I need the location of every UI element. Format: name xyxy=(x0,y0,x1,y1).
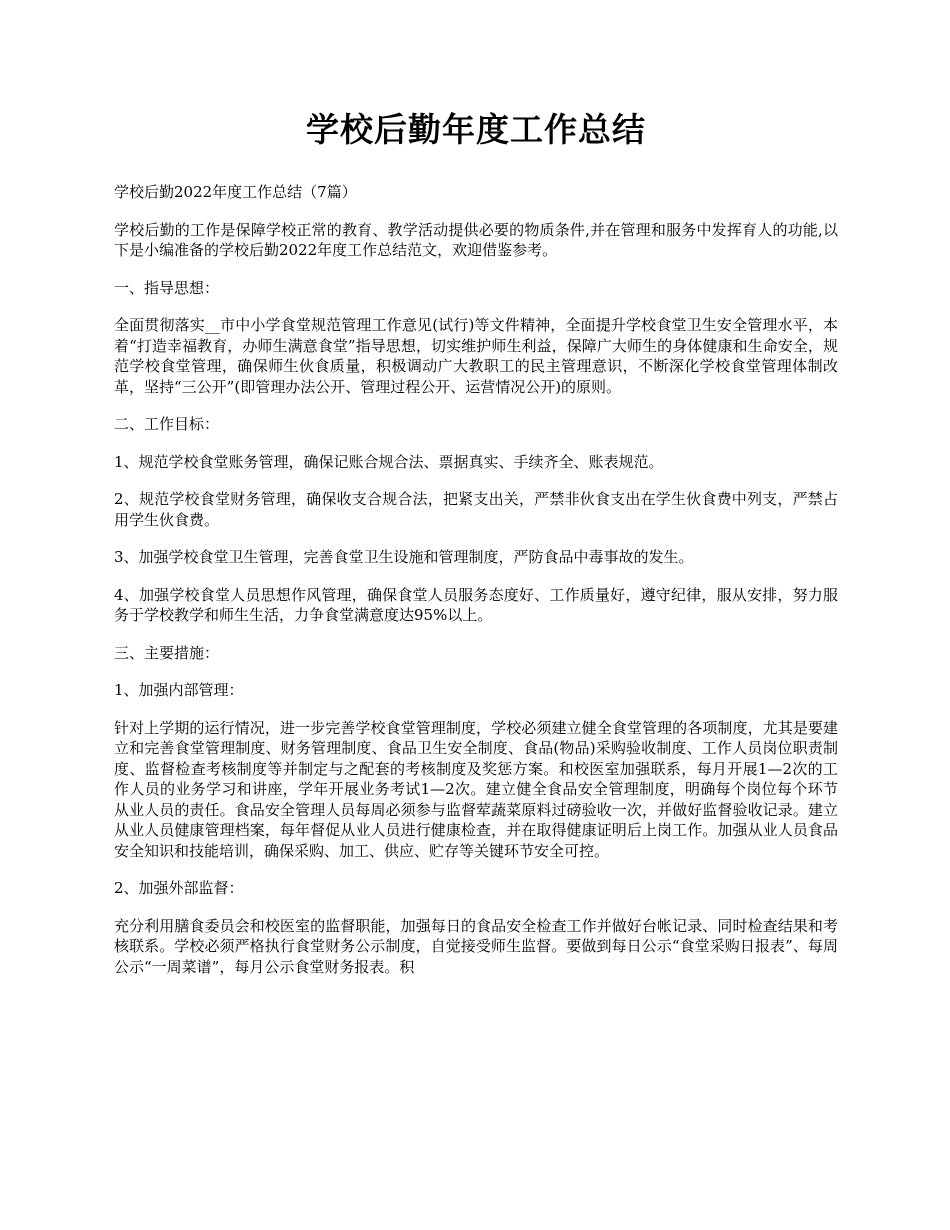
document-title: 学校后勤年度工作总结 xyxy=(306,110,646,149)
goal-item-1: 1、规范学校食堂账务管理，确保记账合规合法、票据真实、手续齐全、账表规范。 xyxy=(114,452,664,471)
goal-item-3: 3、加强学校食堂卫生管理，完善食堂卫生设施和管理制度，严防食品中毒事故的发生。 xyxy=(114,548,694,566)
section-heading-main-measures: 三、主要措施： xyxy=(114,643,220,662)
goal-item-4: 4、加强学校食堂人员思想作风管理，确保食堂人员服务态度好、工作质量好，遵守纪律，服从安排，努力服务于学校教学和师生生活，力争食堂满意度达95%以上。 xyxy=(114,585,838,624)
document-subtitle: 学校后勤2022年度工作总结（7篇） xyxy=(114,183,357,201)
intro-paragraph: 学校后勤的工作是保障学校正常的教育、教学活动提供必要的物质条件,并在管理和服务中发挥育人的功能,以下是小编准备的学校后勤2022年度工作总结范文，欢迎借鉴参考。 xyxy=(114,220,838,259)
measure-heading-external-supervision: 2、加强外部监督： xyxy=(114,879,244,897)
internal-management-paragraph: 针对上学期的运行情况，进一步完善学校食堂管理制度，学校必须建立健全食堂管理的各项制度，尤其是要建立和完善食堂管理制度、财务管理制度、食品卫生安全制度、食品(物品)采购验收制度、工作人员岗位职责制度、监督检查考核制度等并制定与之配套的考核制度及奖惩方案。和校医室加强联系，每月开展1—2次的工作人员的业务学习和讲座，学年开展业务考试1—2次。建立健全食品安全管理制度，明确每个岗位每个环节从业人员的责任。食品安全管理人员每周必须参与监督荤蔬菜原料过磅验收一次，并做好监督验收记录。建立从业人员健康管理档案，每年督促从业人员进行健康检查，并在取得健康证明后上岗工作。加强从业人员食品安全知识和技能培训，确保采购、加工、供应、贮存等关键环节安全可控。 xyxy=(114,718,838,860)
goal-item-2: 2、规范学校食堂财务管理，确保收支合规合法，把紧支出关，严禁非伙食支出在学生伙食费中列支，严禁占用学生伙食费。 xyxy=(114,490,838,529)
section-heading-guiding-ideology: 一、指导思想： xyxy=(114,278,220,297)
external-supervision-paragraph: 充分利用膳食委员会和校医室的监督职能，加强每日的食品安全检查工作并做好台帐记录、同时检查结果和考核联系。学校必须严格执行食堂财务公示制度，自觉接受师生监督。要做到每日公示“食堂采购日报表”、每周公示“一周菜谱”，每月公示食堂财务报表。积 xyxy=(114,916,838,976)
measure-heading-internal-management: 1、加强内部管理： xyxy=(114,681,244,699)
guiding-ideology-paragraph: 全面贯彻落实__市中小学食堂规范管理工作意见(试行)等文件精神，全面提升学校食堂卫生安全管理水平，本着“打造幸福教育，办师生满意食堂”指导思想，切实维护师生利益，保障广大师生的身体健康和生命安全，规范学校食堂管理，确保师生伙食质量，积极调动广大教职工的民主管理意识，不断深化学校食堂管理体制改革，坚持“三公开”(即管理办法公开、管理过程公开、运营情况公开)的原则。 xyxy=(114,316,838,396)
section-heading-work-goals: 二、工作目标： xyxy=(114,415,220,433)
